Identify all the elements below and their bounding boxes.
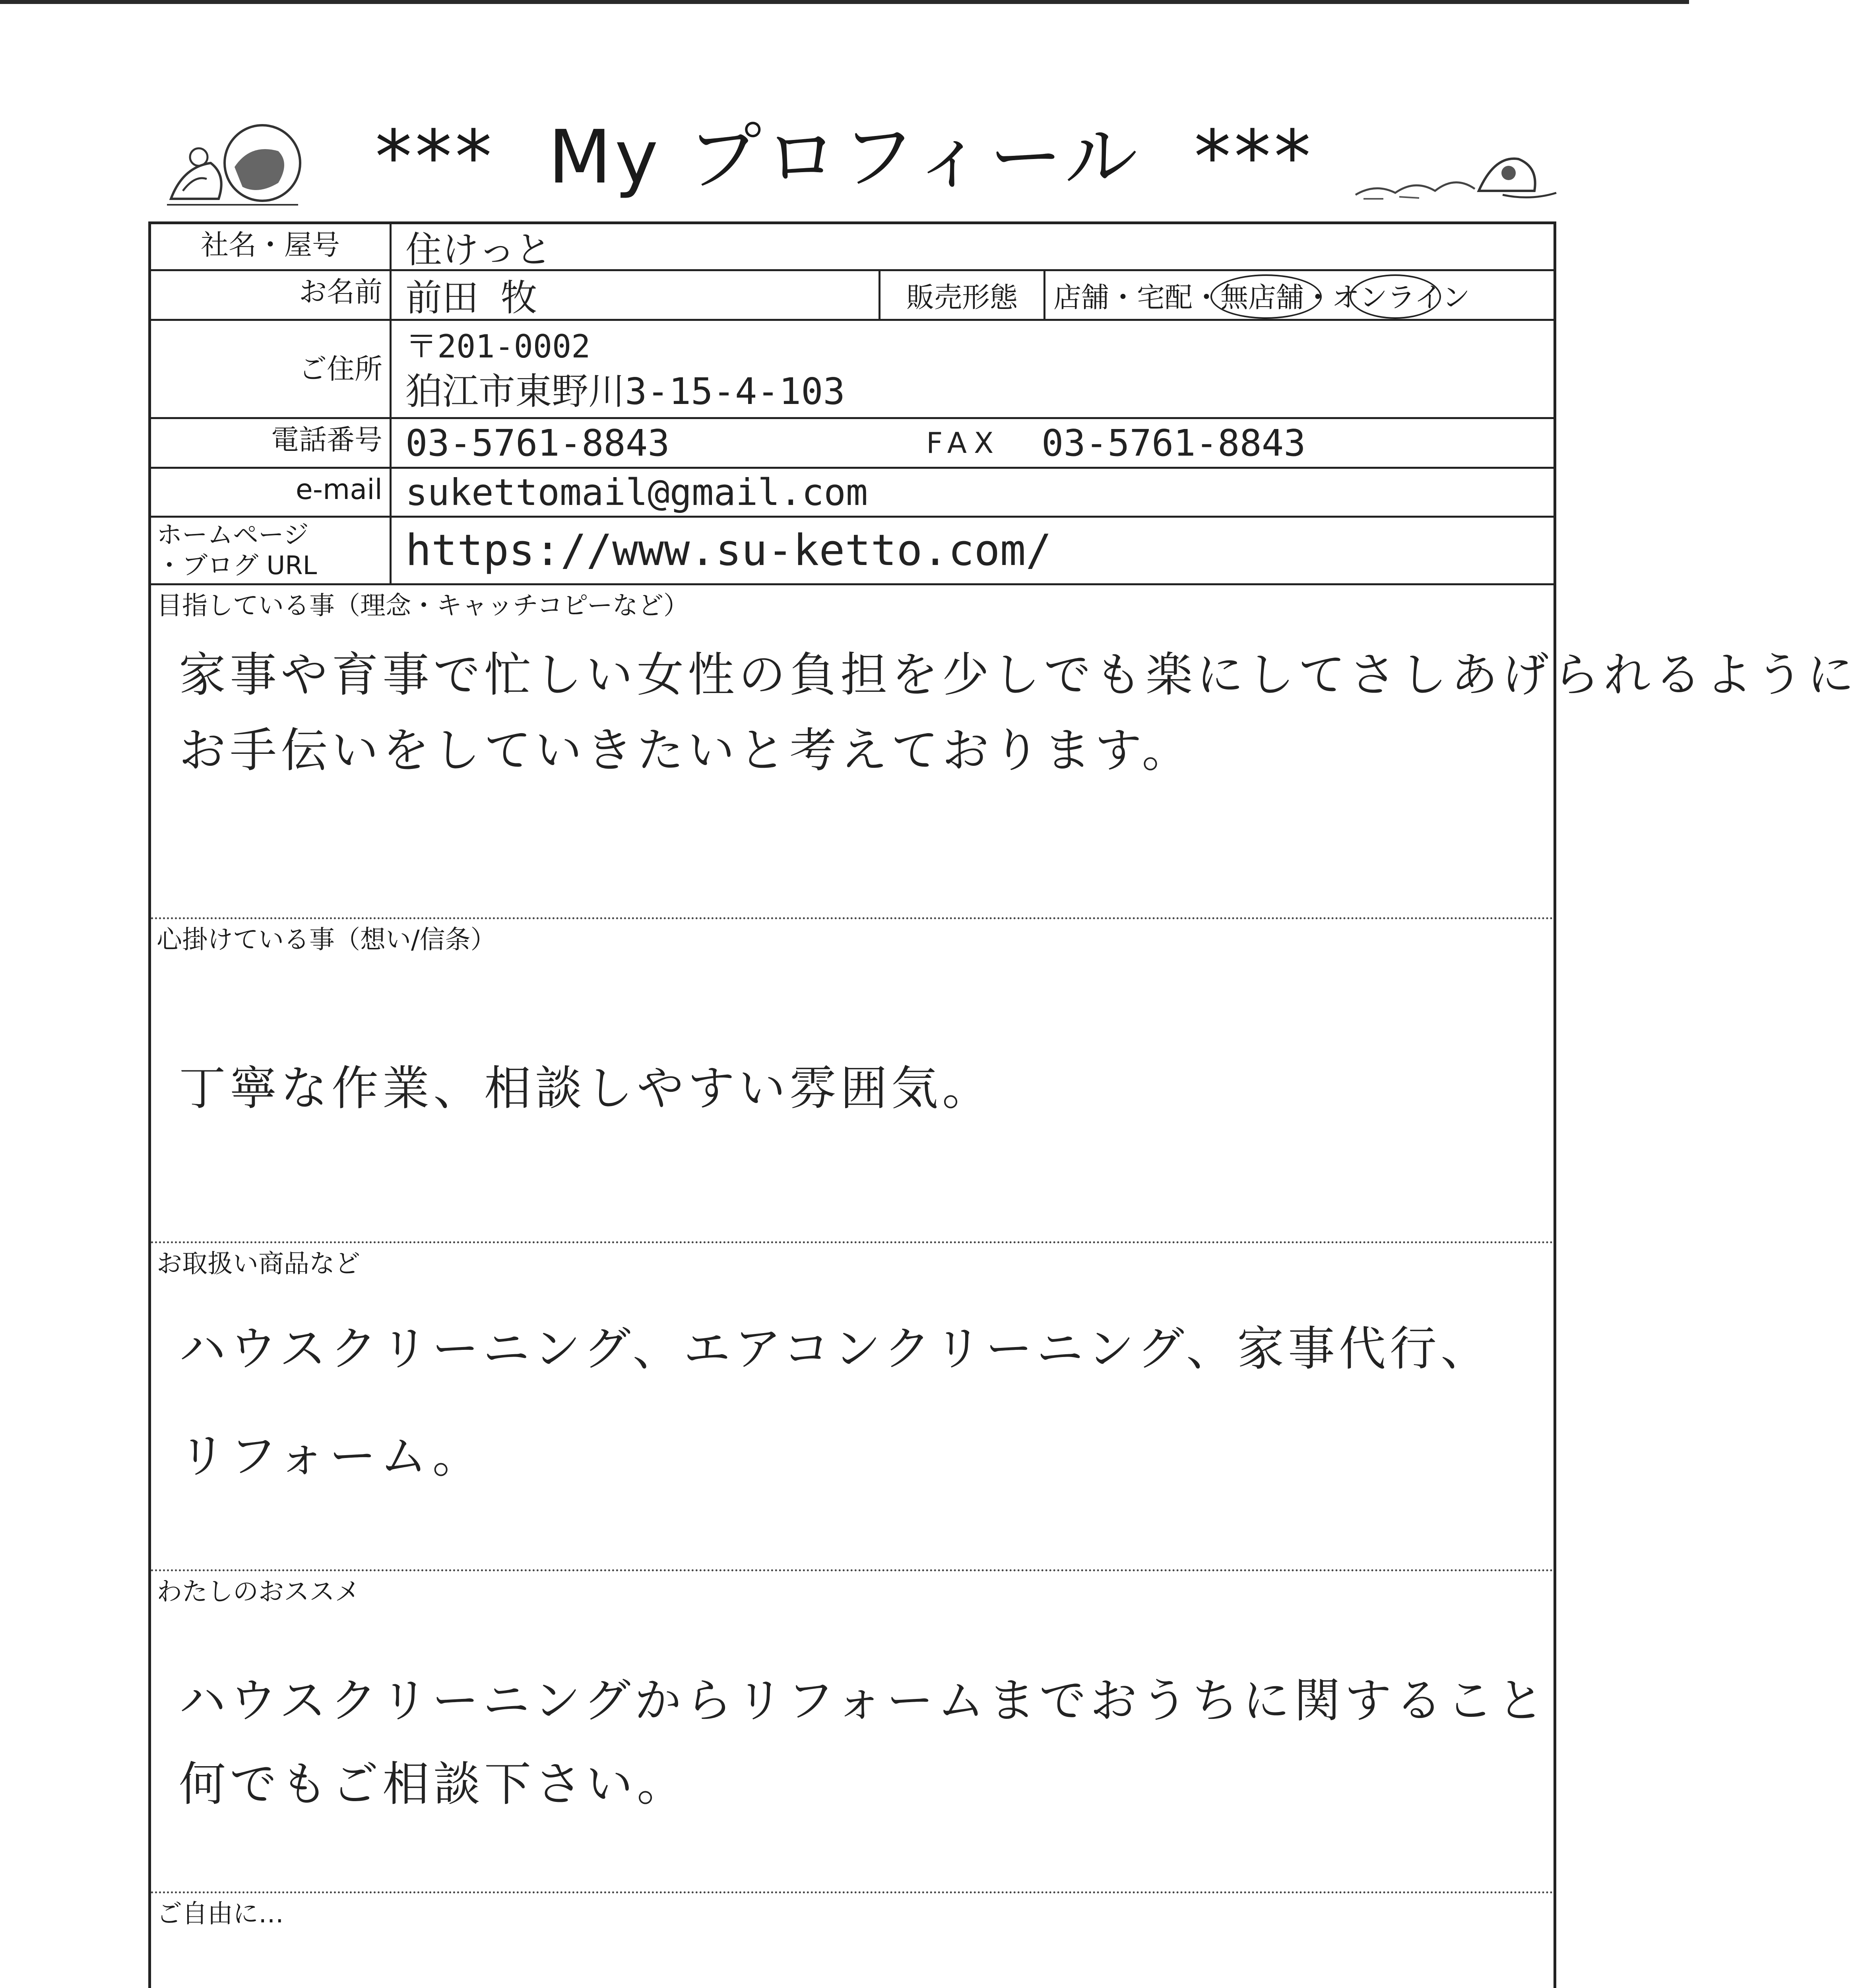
- section-free: [151, 1893, 1554, 1988]
- phone-label: 電話番号: [151, 419, 392, 467]
- section-text-line: ハウスクリーニングからリフォームまでおうちに関すること: [179, 1673, 1548, 1728]
- section-mission: [151, 585, 1858, 919]
- section-heading: わたしのおススメ: [157, 1577, 360, 1607]
- address-row: [151, 321, 1554, 419]
- section-recommend: [151, 1571, 1554, 1893]
- url-row: [151, 518, 1554, 585]
- selected-circle-nonstore: [1210, 274, 1322, 319]
- sales-option-delivery: 宅配: [1137, 281, 1193, 314]
- section-text-line: リフォーム。: [179, 1429, 483, 1483]
- email-value: sukettomail@gmail.com: [405, 471, 868, 514]
- section-products: [151, 1243, 1554, 1571]
- fax-label: FAX: [926, 426, 1001, 460]
- name-label: お名前: [151, 271, 392, 319]
- name-row: [151, 271, 1554, 321]
- section-text-line: お手伝いをしていきたいと考えております。: [179, 723, 1193, 778]
- section-heading: お取扱い商品など: [157, 1249, 360, 1279]
- selected-circle-online: [1350, 274, 1441, 319]
- section-text-line: 丁寧な作業、相談しやすい雰囲気。: [179, 1061, 993, 1116]
- company-row: [151, 224, 1554, 271]
- address-label: ご住所: [151, 321, 392, 417]
- section-heading: ご自由に…: [157, 1899, 284, 1929]
- phone-value: 03-5761-8843: [405, 421, 670, 464]
- email-row: [151, 469, 1554, 518]
- section-text-line: 家事や育事で忙しい女性の負担を少しでも楽にしてさしあげられるように: [179, 647, 1858, 702]
- sales-option-online: オンライン: [1332, 281, 1470, 314]
- sales-option-store: 店舗: [1053, 281, 1109, 314]
- address-value: 狛江市東野川3-15-4-103: [405, 370, 845, 413]
- profile-sheet: [148, 221, 1858, 1988]
- section-heading: 心掛けている事（想い/信条）: [157, 925, 496, 955]
- name-value: 前田 牧: [405, 277, 537, 319]
- sales-option-nonstore: 無店舗: [1220, 281, 1304, 314]
- section-text-line: 何でもご相談下さい。: [179, 1757, 688, 1811]
- section-heading: 目指している事（理念・キャッチコピーなど）: [157, 591, 689, 621]
- url-label-line2: ・ブログ URL: [157, 551, 317, 580]
- url-label-line1: ホームページ: [157, 520, 309, 550]
- company-label: 社名・屋号: [151, 224, 392, 269]
- fax-value: 03-5761-8843: [1041, 421, 1306, 464]
- company-value: 住けっと: [405, 228, 552, 271]
- sales-form-label: 販売形態: [879, 271, 1045, 319]
- section-beliefs: [151, 919, 1554, 1243]
- sales-form-options: 店舗 ・ 宅配 ・ 無店舗 ・ オンライン: [1045, 271, 1470, 319]
- email-label: e-mail: [151, 469, 392, 516]
- page-title: *** My プロフィール ***: [375, 114, 1314, 200]
- url-value: https://www.su-ketto.com/: [405, 526, 1052, 575]
- section-text-line: ハウスクリーニング、エアコンクリーニング、家事代行、: [179, 1321, 1492, 1376]
- phone-row: [151, 419, 1554, 469]
- scan-edge: [0, 0, 1689, 4]
- postal-code: 〒201-0002: [405, 328, 591, 365]
- url-label: [151, 518, 392, 583]
